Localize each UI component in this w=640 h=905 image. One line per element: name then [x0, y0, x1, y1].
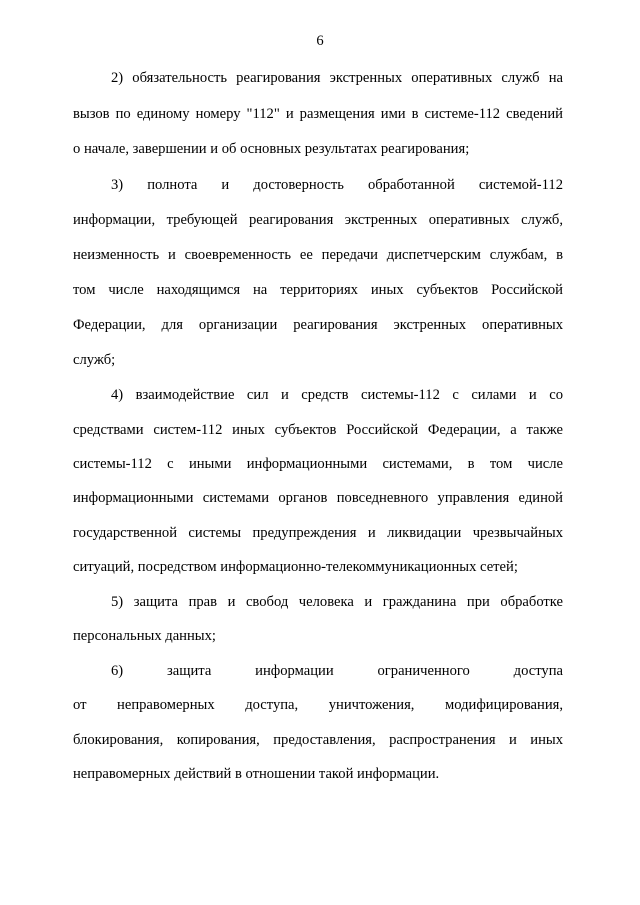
paragraph-4-line-3: системы-112 с иными информационными системами, в том числе — [73, 456, 563, 472]
page-number: 6 — [316, 33, 324, 49]
paragraph-3-line-5: Федерации, для организации реагирования экстренных оперативных — [73, 317, 563, 333]
paragraph-6-line-2: от неправомерных доступа, уничтожения, модифицирования, — [73, 697, 563, 713]
paragraph-3-line-1: 3) полнота и достоверность обработанной системой-112 — [111, 177, 563, 193]
paragraph-6-line-4: неправомерных действий в отношении такой информации. — [73, 766, 440, 782]
paragraph-5-line-2: персональных данных; — [73, 628, 216, 644]
paragraph-4-line-2: средствами систем-112 иных субъектов Российской Федерации, а также — [73, 422, 563, 438]
paragraph-2-line-1: 2) обязательность реагирования экстренных оперативных служб на — [111, 70, 563, 86]
paragraph-2-line-3: о начале, завершении и об основных результатах реагирования; — [73, 141, 470, 157]
paragraph-3-line-3: неизменность и своевременность ее передачи диспетчерским службам, в — [73, 247, 563, 263]
paragraph-6-line-1: 6) защита информации ограниченного доступа — [111, 663, 563, 679]
paragraph-4-line-1: 4) взаимодействие сил и средств системы-112 с силами и со — [111, 387, 563, 403]
paragraph-3-line-6: служб; — [73, 352, 116, 368]
paragraph-4-line-5: государственной системы предупреждения и ликвидации чрезвычайных — [73, 525, 563, 541]
paragraph-4-line-4: информационными системами органов повседневного управления единой — [73, 490, 563, 506]
paragraph-3-line-2: информации, требующей реагирования экстренных оперативных служб, — [73, 212, 563, 228]
paragraph-3-line-4: том числе находящимся на территориях иных субъектов Российской — [73, 282, 563, 298]
paragraph-5-line-1: 5) защита прав и свобод человека и гражданина при обработке — [111, 594, 563, 610]
paragraph-4-line-6: ситуаций, посредством информационно-телекоммуникационных сетей; — [73, 559, 518, 575]
paragraph-6-line-3: блокирования, копирования, предоставления, распространения и иных — [73, 732, 563, 748]
paragraph-2-line-2: вызов по единому номеру "112" и размещения ими в системе-112 сведений — [73, 106, 563, 122]
